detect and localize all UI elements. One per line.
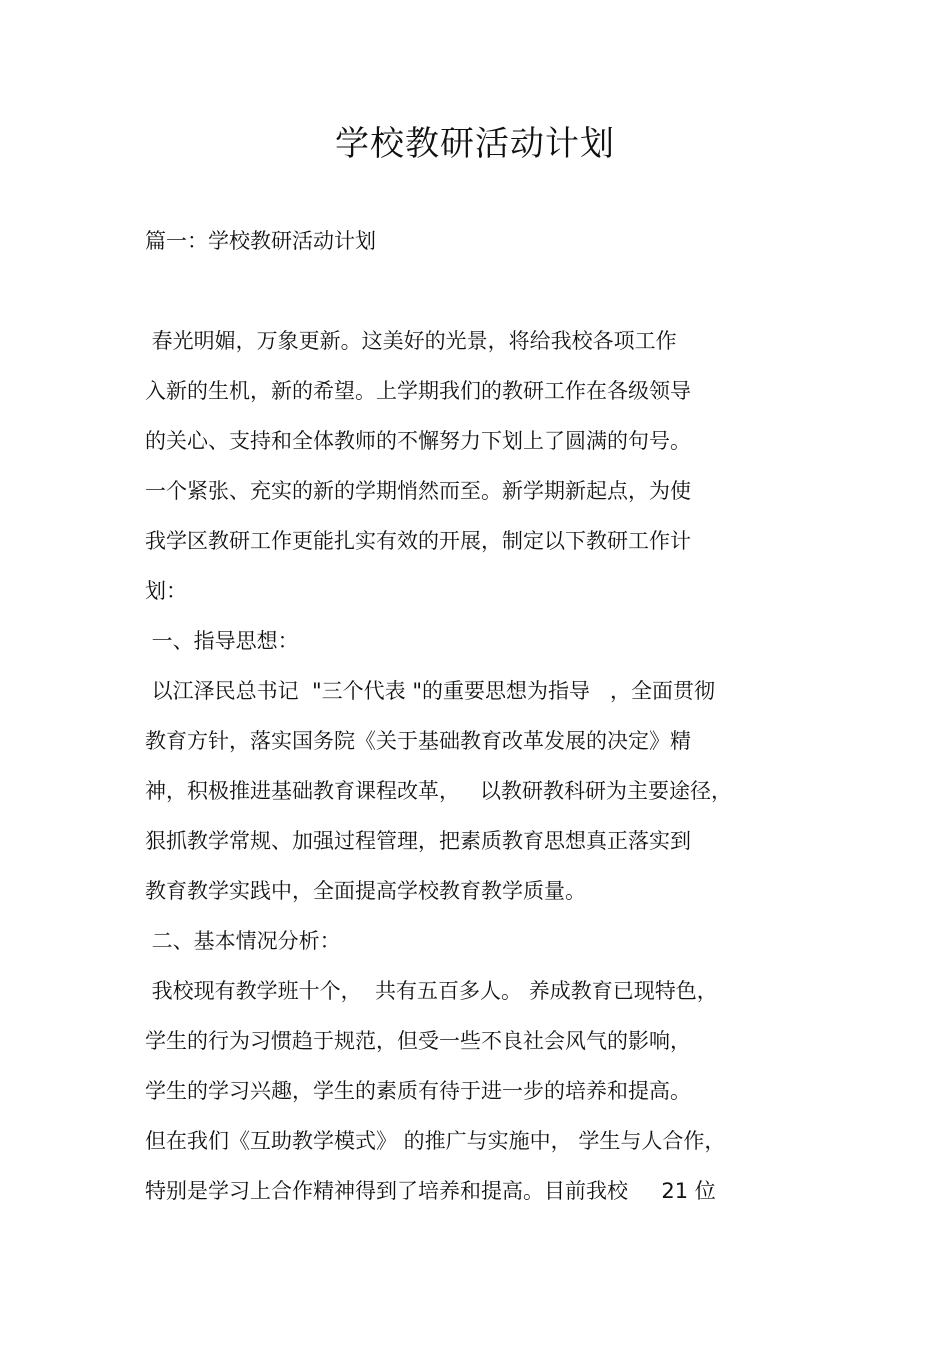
body-line: 但在我们《互助教学模式》 的推广与实施中， 学生与人合作， [145,1129,726,1153]
body-line: 我校现有教学班十个， 共有五百多人。 养成教育已现特色， [145,979,718,1003]
section-subtitle: 篇一：学校教研活动计划 [145,229,376,253]
body-line: 特别是学习上合作精神得到了培养和提高。目前我校 21 位 [145,1179,716,1203]
body-line: 教育方针，落实国务院《关于基础教育改革发展的决定》精 [145,729,691,753]
body-line: 划： [145,579,187,603]
body-line: 教育教学实践中，全面提高学校教育教学质量。 [145,879,586,903]
body-line: 以江泽民总书记 "三个代表 "的重要思想为指导 ，全面贯彻 [145,679,716,703]
body-line: 学生的行为习惯趋于规范，但受一些不良社会风气的影响， [145,1029,691,1053]
body-line: 入新的生机，新的希望。上学期我们的教研工作在各级领导 [145,379,691,403]
body-line: 狠抓教学常规、加强过程管理，把素质教育思想真正落实到 [145,829,691,853]
section-heading: 二、基本情况分析： [145,929,341,953]
body-line: 我学区教研工作更能扎实有效的开展，制定以下教研工作计 [145,529,691,553]
body-line: 神，积极推进基础教育课程改革， 以教研教科研为主要途径， [145,779,733,803]
body-line: 的关心、支持和全体教师的不懈努力下划上了圆满的句号。 [145,429,691,453]
body-line: 一个紧张、充实的新的学期悄然而至。新学期新起点，为使 [145,479,691,503]
section-heading: 一、指导思想： [145,629,299,653]
body-line: 学生的学习兴趣，学生的素质有待于进一步的培养和提高。 [145,1079,691,1103]
document-title: 学校教研活动计划 [335,124,615,164]
body-line: 春光明媚，万象更新。这美好的光景，将给我校各项工作 [145,329,677,353]
